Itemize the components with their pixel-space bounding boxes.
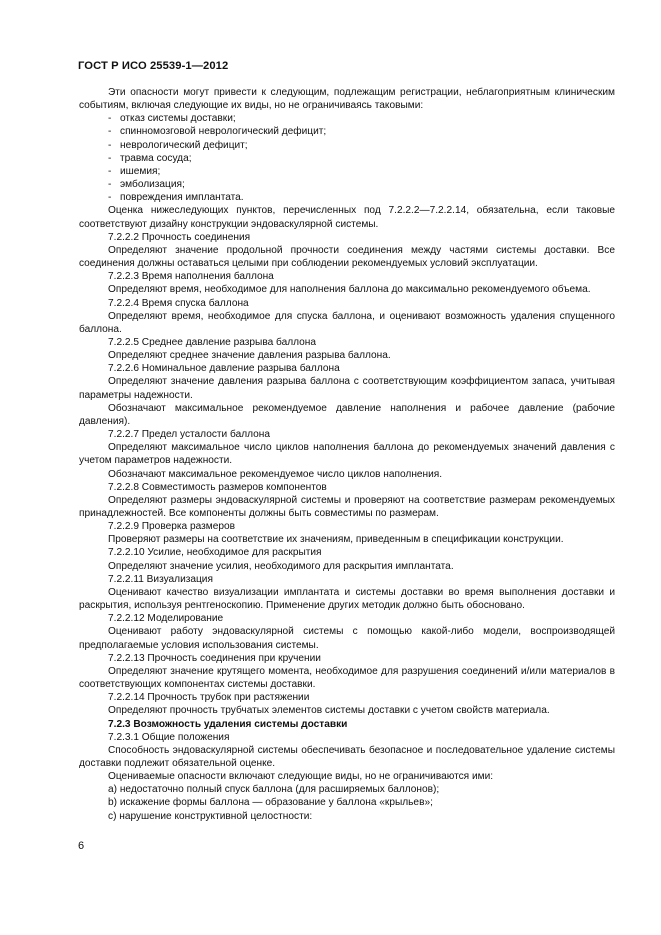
paragraph: Определяют время, необходимое для спуска баллона, и оценивают возможность удаления спущенного баллона. [79, 310, 615, 335]
subheading-line: 7.2.2.4 Время спуска баллона [108, 297, 249, 309]
paragraph: Определяют время, необходимое для наполнения баллона до максимально рекомендуемого объема. [108, 284, 591, 296]
subheading-line: Определяют среднее значение давления разрыва баллона. [108, 350, 391, 362]
paragraph: Способность эндоваскулярной системы обеспечивать безопасное и последовательное удаление системы доставки подлежит обязательной оценке. [79, 744, 615, 769]
list-dash: - [108, 165, 112, 177]
subheading-line: 7.2.2.5 Среднее давление разрыва баллона [108, 336, 317, 348]
subheading-line: 7.2.2.8 Совместимость размеров компонентов [108, 481, 327, 493]
standard-header: ГОСТ Р ИСО 25539-1—2012 [78, 60, 229, 72]
subheading-line: 7.2.2.13 Прочность соединения при кручении [108, 652, 321, 664]
list-dash: - [108, 192, 112, 204]
subheading-line: 7.2.2.2 Прочность соединения [108, 231, 251, 243]
list-dash: - [108, 113, 112, 125]
list-item [79, 178, 615, 191]
subheading-line: Оцениваемые опасности включают следующие виды, но не ограничиваются ими: [108, 771, 494, 783]
subheading-line: 7.2.2.14 Прочность трубок при растяжении [108, 692, 310, 704]
paragraph: Определяют размеры эндоваскулярной системы и проверяют на соответствие размерам рекомендуемых принадлежностей. Все компоненты должны быть совместимы по размерам. [79, 494, 615, 519]
list-item-text: травма сосуда; [120, 152, 192, 164]
subheading-line: a) недостаточно полный спуск баллона (для расширяемых баллонов); [108, 784, 440, 796]
paragraph: Обозначают максимальное рекомендуемое давление наполнения и рабочее давление (рабочие давления). [79, 402, 615, 427]
paragraph: Определяют значение давления разрыва баллона с соответствующим коэффициентом запаса, учитывая параметры надежности. [79, 376, 615, 401]
subheading-line: Определяют значение усилия, необходимого для раскрытия имплантата. [108, 560, 454, 572]
list-item-text: ишемия; [120, 165, 161, 177]
paragraph: Определяют значение продольной прочности соединения между частями системы доставки. Все соединения должны оставаться целыми при соблюдении рекомендуемых условий эксплуатации. [79, 244, 615, 270]
paragraph: Определяют максимальное число циклов наполнения баллона до рекомендуемых значений давления с учетом параметров надежности. [79, 442, 615, 467]
subheading-line: b) искажение формы баллона — образование у баллона «крыльев»; [108, 797, 433, 809]
list-item-text: повреждения имплантата. [120, 192, 244, 204]
list-item-text: неврологический дефицит; [120, 139, 248, 151]
subheading-line: 7.2.2.11 Визуализация [108, 573, 213, 585]
list-dash: - [108, 179, 112, 191]
paragraph: Оценка нижеследующих пунктов, перечисленных под 7.2.2.2—7.2.2.14, обязательна, если таковые соответствуют дизайну конструкции эндоваскулярной системы. [79, 205, 615, 230]
list-item [79, 139, 615, 152]
subheading-line: c) нарушение конструктивной целостности: [108, 810, 313, 822]
paragraph: Эти опасности могут привести к следующим, подлежащим регистрации, неблагоприятным клиническим событиям, включая следующие их виды, но не ограничиваясь таковыми: [79, 87, 615, 112]
list-dash: - [108, 126, 112, 138]
paragraph: Оценивают работу эндоваскулярной системы с помощью какой-либо модели, воспроизводящей предполагаемые условия использования системы. [79, 626, 615, 651]
page-number: 6 [78, 840, 85, 852]
list-item [79, 165, 615, 178]
subheading-line: Обозначают максимальное рекомендуемое число циклов наполнения. [108, 468, 443, 480]
section-heading: 7.2.3 Возможность удаления системы доставки [108, 718, 348, 730]
subheading-line: Проверяют размеры на соответствие их значениям, приведенным в спецификации конструкции. [108, 534, 564, 546]
list-item [79, 125, 615, 138]
list-item [79, 112, 615, 125]
list-dash: - [108, 139, 112, 151]
list-item [79, 191, 615, 204]
paragraph: Определяют значение крутящего момента, необходимое для разрушения соединений и/или материалов в соответствующих компонентах системы доставки. [79, 665, 615, 691]
list-item-text: отказ системы доставки; [120, 113, 236, 125]
subheading-line: 7.2.2.9 Проверка размеров [108, 521, 235, 533]
body-text [79, 86, 615, 823]
subheading-line: 7.2.2.7 Предел усталости баллона [108, 429, 270, 441]
list-dash: - [108, 152, 112, 164]
subheading-line: 7.2.2.3 Время наполнения баллона [108, 271, 274, 283]
subheading-line: 7.2.2.6 Номинальное давление разрыва баллона [108, 363, 340, 375]
list-item-text: эмболизация; [120, 179, 185, 191]
subheading-line: 7.2.2.12 Моделирование [108, 613, 224, 625]
paragraph: Оценивают качество визуализации имплантата и системы доставки во время выполнения доставки и раскрытия, используя рентгеноскопию. Применение других методик должно быть обосновано. [79, 586, 615, 612]
list-item [79, 152, 615, 165]
subheading-line: 7.2.2.10 Усилие, необходимое для раскрытия [108, 547, 322, 559]
list-item-text: спинномозговой неврологический дефицит; [120, 126, 327, 138]
subheading-line: Определяют прочность трубчатых элементов системы доставки с учетом свойств материала. [108, 705, 550, 717]
subheading-line: 7.2.3.1 Общие положения [108, 731, 230, 743]
